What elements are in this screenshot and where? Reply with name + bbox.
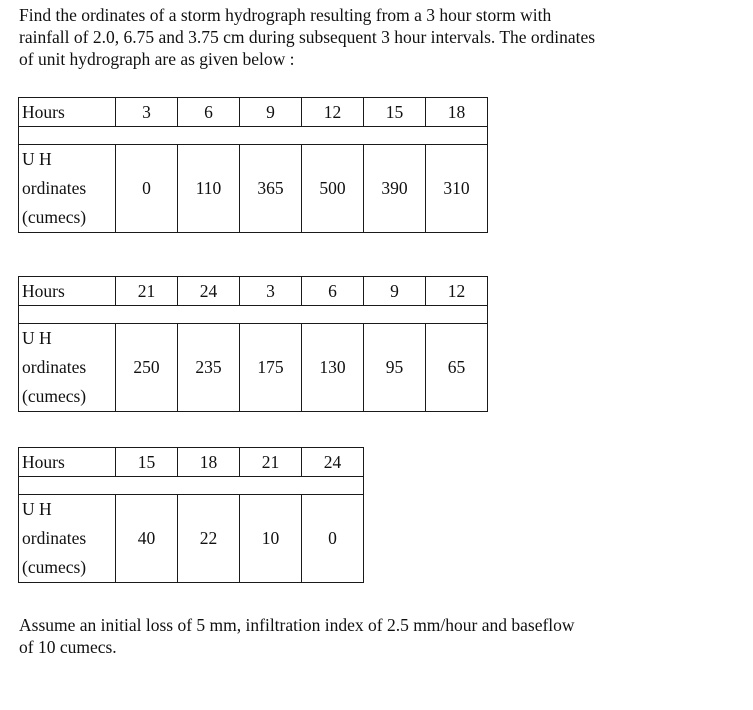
uh-ordinates-label — [19, 495, 116, 583]
uh-label-line-2: ordinates — [22, 528, 87, 548]
uh-table-1 — [18, 97, 488, 233]
uh-label-line-3: (cumecs) — [22, 207, 87, 227]
uh-label-line-3: (cumecs) — [22, 386, 87, 406]
ordinate-cell: 130 — [302, 324, 364, 412]
hours-cell: 24 — [302, 448, 364, 477]
hours-cell: 18 — [178, 448, 240, 477]
closing-statement-line-1: Assume an initial loss of 5 mm, infiltration index of 2.5 mm/hour and baseflow — [19, 615, 575, 635]
ordinate-cell: 0 — [116, 145, 178, 233]
hours-cell: 15 — [364, 98, 426, 127]
spacer-cell — [19, 477, 116, 495]
spacer-cell — [364, 306, 426, 324]
ordinate-cell: 110 — [178, 145, 240, 233]
uh-label-line-1: U H — [22, 499, 52, 519]
spacer-cell — [116, 306, 178, 324]
uh-label-line-1: U H — [22, 149, 52, 169]
hours-row — [19, 277, 488, 306]
uh-ordinates-row — [19, 324, 488, 412]
spacer-cell — [240, 306, 302, 324]
ordinate-cell: 40 — [116, 495, 178, 583]
hours-label: Hours — [19, 98, 116, 127]
ordinate-cell: 250 — [116, 324, 178, 412]
hours-cell: 3 — [116, 98, 178, 127]
spacer-cell — [19, 306, 116, 324]
ordinate-cell: 65 — [426, 324, 488, 412]
uh-ordinates-label — [19, 145, 116, 233]
hours-cell: 9 — [240, 98, 302, 127]
uh-ordinates-row — [19, 495, 364, 583]
hours-label: Hours — [19, 277, 116, 306]
spacer-cell — [178, 306, 240, 324]
hours-label: Hours — [19, 448, 116, 477]
closing-statement-line-2: of 10 cumecs. — [19, 637, 117, 657]
spacer-cell — [426, 306, 488, 324]
spacer-cell — [19, 127, 116, 145]
ordinate-cell: 365 — [240, 145, 302, 233]
ordinate-cell: 500 — [302, 145, 364, 233]
hours-cell: 6 — [302, 277, 364, 306]
ordinate-cell: 0 — [302, 495, 364, 583]
spacer-cell — [364, 127, 426, 145]
closing-statement — [19, 614, 744, 658]
uh-ordinates-row — [19, 145, 488, 233]
uh-label-line-2: ordinates — [22, 357, 87, 377]
ordinate-cell: 235 — [178, 324, 240, 412]
uh-table-3 — [18, 447, 364, 583]
hours-cell: 9 — [364, 277, 426, 306]
uh-label-line-1: U H — [22, 328, 52, 348]
ordinate-cell: 310 — [426, 145, 488, 233]
ordinate-cell: 175 — [240, 324, 302, 412]
hours-cell: 6 — [178, 98, 240, 127]
spacer-row — [19, 127, 488, 145]
spacer-cell — [240, 477, 302, 495]
hours-cell: 21 — [240, 448, 302, 477]
spacer-cell — [240, 127, 302, 145]
problem-statement — [19, 4, 744, 70]
spacer-cell — [426, 127, 488, 145]
uh-table-2 — [18, 276, 488, 412]
problem-statement-line-2: rainfall of 2.0, 6.75 and 3.75 cm during subsequent 3 hour intervals. The ordinates — [19, 27, 596, 47]
problem-statement-line-1: Find the ordinates of a storm hydrograph resulting from a 3 hour storm with — [19, 5, 552, 25]
spacer-cell — [178, 477, 240, 495]
hours-row — [19, 98, 488, 127]
uh-label-line-3: (cumecs) — [22, 557, 87, 577]
spacer-cell — [302, 306, 364, 324]
spacer-cell — [116, 477, 178, 495]
hours-cell: 3 — [240, 277, 302, 306]
spacer-row — [19, 477, 364, 495]
ordinate-cell: 22 — [178, 495, 240, 583]
uh-ordinates-label — [19, 324, 116, 412]
spacer-cell — [178, 127, 240, 145]
spacer-cell — [302, 127, 364, 145]
spacer-row — [19, 306, 488, 324]
hours-cell: 12 — [302, 98, 364, 127]
spacer-cell — [116, 127, 178, 145]
uh-label-line-2: ordinates — [22, 178, 87, 198]
ordinate-cell: 390 — [364, 145, 426, 233]
problem-statement-line-3: of unit hydrograph are as given below : — [19, 49, 295, 69]
spacer-cell — [302, 477, 364, 495]
hours-cell: 21 — [116, 277, 178, 306]
hours-row — [19, 448, 364, 477]
ordinate-cell: 10 — [240, 495, 302, 583]
hours-cell: 12 — [426, 277, 488, 306]
hours-cell: 24 — [178, 277, 240, 306]
hours-cell: 18 — [426, 98, 488, 127]
hours-cell: 15 — [116, 448, 178, 477]
ordinate-cell: 95 — [364, 324, 426, 412]
